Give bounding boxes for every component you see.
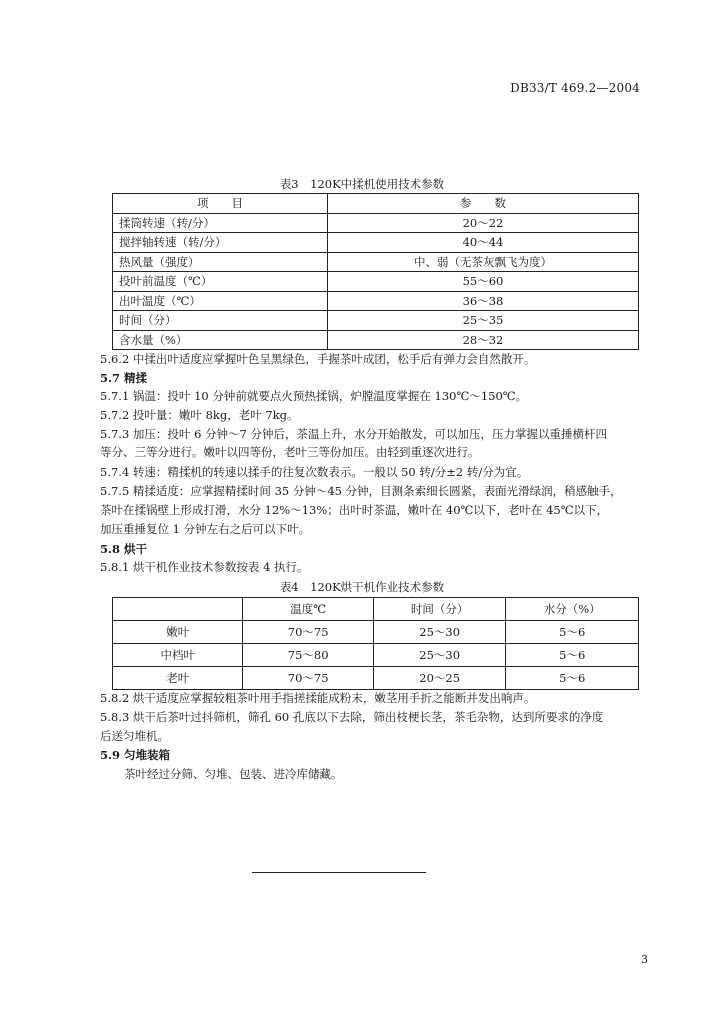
table-cell: 70～75 <box>243 667 373 690</box>
end-rule <box>252 872 426 873</box>
page-number: 3 <box>641 953 648 966</box>
table-header-row <box>113 598 639 621</box>
paragraph: 等分、三等分进行。嫩叶以四等份，老叶三等份加压。由轻到重逐次进行。 <box>100 445 480 459</box>
document-code: DB33/T 469.2—2004 <box>510 81 640 95</box>
table-cell: 投叶前温度（℃） <box>113 272 328 292</box>
table4-caption: 表4 120K烘干机作业技术参数 <box>279 580 445 594</box>
table3-header-item: 项 目 <box>113 194 328 214</box>
table-cell: 28～32 <box>328 330 639 350</box>
table-row <box>113 291 639 311</box>
paragraph: 5.6.2 中揉出叶适度应掌握叶色呈黑绿色，手握茶叶成团，松手后有弹力会自然散开。 <box>100 352 536 366</box>
table-cell: 老叶 <box>113 667 243 690</box>
section-heading: 5.7 精揉 <box>100 371 148 385</box>
table-cell <box>113 598 243 621</box>
table-cell: 时间（分） <box>113 311 328 331</box>
paragraph: 后送匀堆机。 <box>100 729 169 743</box>
table4 <box>112 597 639 690</box>
table-header-cell: 水分（%） <box>506 598 639 621</box>
paragraph: 5.8.2 烘干适度应掌握较粗茶叶用手指搓揉能成粉末，嫩茎用手折之能断并发出响声。 <box>100 691 536 705</box>
table-cell: 含水量（%） <box>113 330 328 350</box>
table-row <box>113 233 639 253</box>
paragraph: 5.7.1 锅温：投叶 10 分钟前就要点火预热揉锅，炉膛温度掌握在 130℃～150℃。 <box>100 389 528 403</box>
table-cell: 5～6 <box>506 621 639 644</box>
table-row <box>113 330 639 350</box>
paragraph: 加压重捶复位 1 分钟左右之后可以下叶。 <box>100 522 311 536</box>
section-heading: 5.9 匀堆装箱 <box>100 748 171 762</box>
paragraph: 5.7.2 投叶量：嫩叶 8kg，老叶 7kg。 <box>100 408 299 422</box>
table-cell: 55～60 <box>328 272 639 292</box>
table-row <box>113 252 639 272</box>
table-cell: 20～22 <box>328 213 639 233</box>
table-cell: 25～30 <box>373 621 506 644</box>
table-row <box>113 644 639 667</box>
table-cell: 25～30 <box>373 644 506 667</box>
table3-caption: 表3 120K中揉机使用技术参数 <box>279 177 445 191</box>
table-row <box>113 667 639 690</box>
table-cell: 嫩叶 <box>113 621 243 644</box>
table-cell: 5～6 <box>506 644 639 667</box>
table-cell: 热风量（强度） <box>113 252 328 272</box>
table-row <box>113 213 639 233</box>
table-cell: 70～75 <box>243 621 373 644</box>
paragraph: 5.7.3 加压：投叶 6 分钟～7 分钟后，茶温上升，水分开始散发，可以加压，压力掌握以重捶横杆四 <box>100 427 608 441</box>
paragraph: 5.8.3 烘干后茶叶过抖筛机，筛孔 60 孔底以下去除，筛出枝梗长茎，茶毛杂物，达到所要求的净度 <box>100 710 604 724</box>
paragraph: 5.7.4 转速：精揉机的转速以揉手的往复次数表示。一般以 50 转/分±2 转/分为宜。 <box>100 465 529 479</box>
table-row <box>113 272 639 292</box>
table-header-cell: 时间（分） <box>373 598 506 621</box>
table-cell: 中、弱（无茶灰飘飞为度） <box>328 252 639 272</box>
table-cell: 中档叶 <box>113 644 243 667</box>
table-cell: 36～38 <box>328 291 639 311</box>
paragraph: 茶叶在揉锅壁上形成打滑，水分 12%～13%；出叶时茶温，嫩叶在 40℃以下，老叶在 45℃以下， <box>100 503 609 517</box>
table-cell: 20～25 <box>373 667 506 690</box>
table-cell: 25～35 <box>328 311 639 331</box>
table3 <box>112 193 639 350</box>
table-cell: 40～44 <box>328 233 639 253</box>
table-cell: 搅拌轴转速（转/分） <box>113 233 328 253</box>
table-row <box>113 311 639 331</box>
paragraph: 5.7.5 精揉适度：应掌握精揉时间 35 分钟～45 分钟，目测条索细长圆紧，表面光滑绿润，稍感触手， <box>100 484 622 498</box>
table-header-row <box>113 194 639 214</box>
table3-header-param: 参 数 <box>328 194 639 214</box>
paragraph: 5.8.1 烘干机作业技术参数按表 4 执行。 <box>100 560 309 574</box>
table-cell: 揉筒转速（转/分） <box>113 213 328 233</box>
table-cell: 5～6 <box>506 667 639 690</box>
table-header-cell: 温度℃ <box>243 598 373 621</box>
table-cell: 75～80 <box>243 644 373 667</box>
table-cell: 出叶温度（℃） <box>113 291 328 311</box>
section-heading: 5.8 烘干 <box>100 542 148 556</box>
table-row <box>113 621 639 644</box>
paragraph: 茶叶经过分筛、匀堆、包装、进冷库储藏。 <box>124 767 343 781</box>
